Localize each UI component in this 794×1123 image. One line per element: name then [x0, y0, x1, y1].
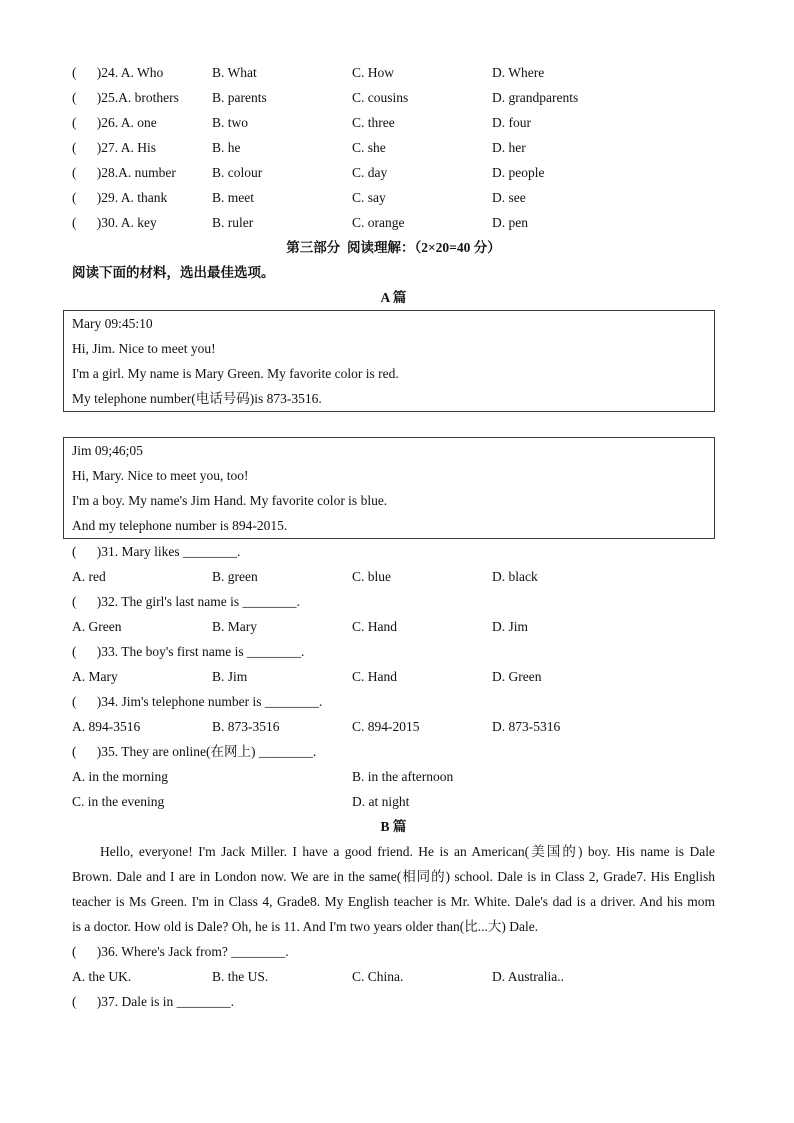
option-b: B. What	[212, 65, 257, 80]
option-d: D. Jim	[492, 619, 529, 634]
question-35-stem: ( )35. They are online(在网上) ________.	[72, 744, 317, 759]
option-d: D. at night	[352, 794, 410, 809]
question-34-options	[72, 714, 715, 739]
question-35-options-row-2	[72, 789, 715, 814]
option-d: D. her	[492, 140, 526, 155]
option-d: D. Green	[492, 669, 542, 684]
message-header: Mary 09:45:10	[72, 316, 153, 331]
question-32-options	[72, 614, 715, 639]
question-27-stem: ( )27. A. His	[72, 140, 156, 155]
paragraph-line: is a doctor. How old is Dale? Oh, he is 11. And I'm two years older than(比...大) Dale.	[72, 919, 539, 934]
option-d: D. pen	[492, 215, 528, 230]
message-line: And my telephone number is 894-2015.	[72, 518, 288, 533]
option-c: C. she	[352, 140, 386, 155]
question-27-row	[72, 135, 715, 160]
question-36-stem: ( )36. Where's Jack from? ________.	[72, 944, 289, 959]
option-b: B. meet	[212, 190, 254, 205]
option-c: C. three	[352, 115, 395, 130]
option-c: C. Hand	[352, 669, 397, 684]
option-b: B. Mary	[212, 619, 257, 634]
option-c: C. China.	[352, 969, 404, 984]
question-33-stem: ( )33. The boy's first name is ________.	[72, 644, 305, 659]
question-26-stem: ( )26. A. one	[72, 115, 157, 130]
option-c: C. in the evening	[72, 794, 165, 809]
question-30-stem: ( )30. A. key	[72, 215, 157, 230]
question-33-options	[72, 664, 715, 689]
option-c: C. blue	[352, 569, 391, 584]
question-31-options	[72, 564, 715, 589]
passage-b-title: B 篇	[380, 819, 407, 834]
option-d: D. black	[492, 569, 538, 584]
option-d: D. Where	[492, 65, 545, 80]
option-b: B. Jim	[212, 669, 248, 684]
passage-b-paragraph	[72, 839, 715, 939]
question-29-stem: ( )29. A. thank	[72, 190, 168, 205]
question-24-stem: ( )24. A. Who	[72, 65, 164, 80]
question-29-row	[72, 185, 715, 210]
option-c: C. say	[352, 190, 386, 205]
option-b: B. 873-3516	[212, 719, 280, 734]
option-b: B. two	[212, 115, 249, 130]
paragraph-line: Hello, everyone! I'm Jack Miller. I have a good friend. He is an American(美国的) boy. His name is Dale	[100, 844, 715, 859]
question-28-stem: ( )28.A. number	[72, 165, 176, 180]
option-c: C. Hand	[352, 619, 397, 634]
option-c: C. cousins	[352, 90, 409, 105]
option-b: B. green	[212, 569, 258, 584]
option-d: D. grandparents	[492, 90, 579, 105]
question-36-options	[72, 964, 715, 989]
option-c: C. 894-2015	[352, 719, 420, 734]
paragraph-line: teacher is Ms Green. I'm in Class 4, Grade8. My English teacher is Mr. White. Dale's dad is a driver. And his mom	[72, 894, 715, 909]
option-b: B. ruler	[212, 215, 254, 230]
option-d: D. people	[492, 165, 545, 180]
option-c: C. How	[352, 65, 395, 80]
question-24-row	[72, 60, 715, 85]
option-a: A. in the morning	[72, 769, 168, 784]
question-34-stem: ( )34. Jim's telephone number is ________.	[72, 694, 323, 709]
message-line: Hi, Jim. Nice to meet you!	[72, 341, 216, 356]
option-b: B. he	[212, 140, 241, 155]
option-d: D. Australia..	[492, 969, 564, 984]
option-d: D. four	[492, 115, 531, 130]
option-b: B. colour	[212, 165, 263, 180]
question-25-row	[72, 85, 715, 110]
option-c: C. orange	[352, 215, 405, 230]
question-31-stem: ( )31. Mary likes ________.	[72, 544, 241, 559]
question-30-row	[72, 210, 715, 235]
message-header: Jim 09;46;05	[72, 443, 143, 458]
section-3-title: 第三部分 阅读理解：（2×20=40 分）	[286, 240, 501, 255]
option-b: B. the US.	[212, 969, 269, 984]
option-a: A. Green	[72, 619, 122, 634]
option-d: D. see	[492, 190, 526, 205]
question-25-stem: ( )25.A. brothers	[72, 90, 179, 105]
option-c: C. day	[352, 165, 388, 180]
option-b: B. parents	[212, 90, 267, 105]
option-a: A. the UK.	[72, 969, 132, 984]
question-26-row	[72, 110, 715, 135]
chat-message-mary	[63, 310, 715, 412]
page-content	[72, 60, 715, 1014]
passage-a-title: A 篇	[380, 290, 407, 305]
option-a: A. red	[72, 569, 106, 584]
option-d: D. 873-5316	[492, 719, 561, 734]
option-a: A. Mary	[72, 669, 118, 684]
message-line: I'm a boy. My name's Jim Hand. My favorite color is blue.	[72, 493, 388, 508]
message-line: Hi, Mary. Nice to meet you, too!	[72, 468, 249, 483]
option-a: A. 894-3516	[72, 719, 141, 734]
question-37-stem: ( )37. Dale is in ________.	[72, 994, 234, 1009]
message-line: My telephone number(电话号码)is 873-3516.	[72, 391, 322, 406]
question-28-row	[72, 160, 715, 185]
option-b: B. in the afternoon	[352, 769, 454, 784]
question-35-options-row-1	[72, 764, 715, 789]
paragraph-line: Brown. Dale and I are in London now. We are in the same(相同的) school. Dale is in Class 2, Grade7. His English	[72, 869, 715, 884]
chat-message-jim	[63, 437, 715, 539]
section-3-instruction: 阅读下面的材料，选出最佳选项。	[72, 265, 275, 280]
question-32-stem: ( )32. The girl's last name is ________.	[72, 594, 300, 609]
message-line: I'm a girl. My name is Mary Green. My favorite color is red.	[72, 366, 399, 381]
